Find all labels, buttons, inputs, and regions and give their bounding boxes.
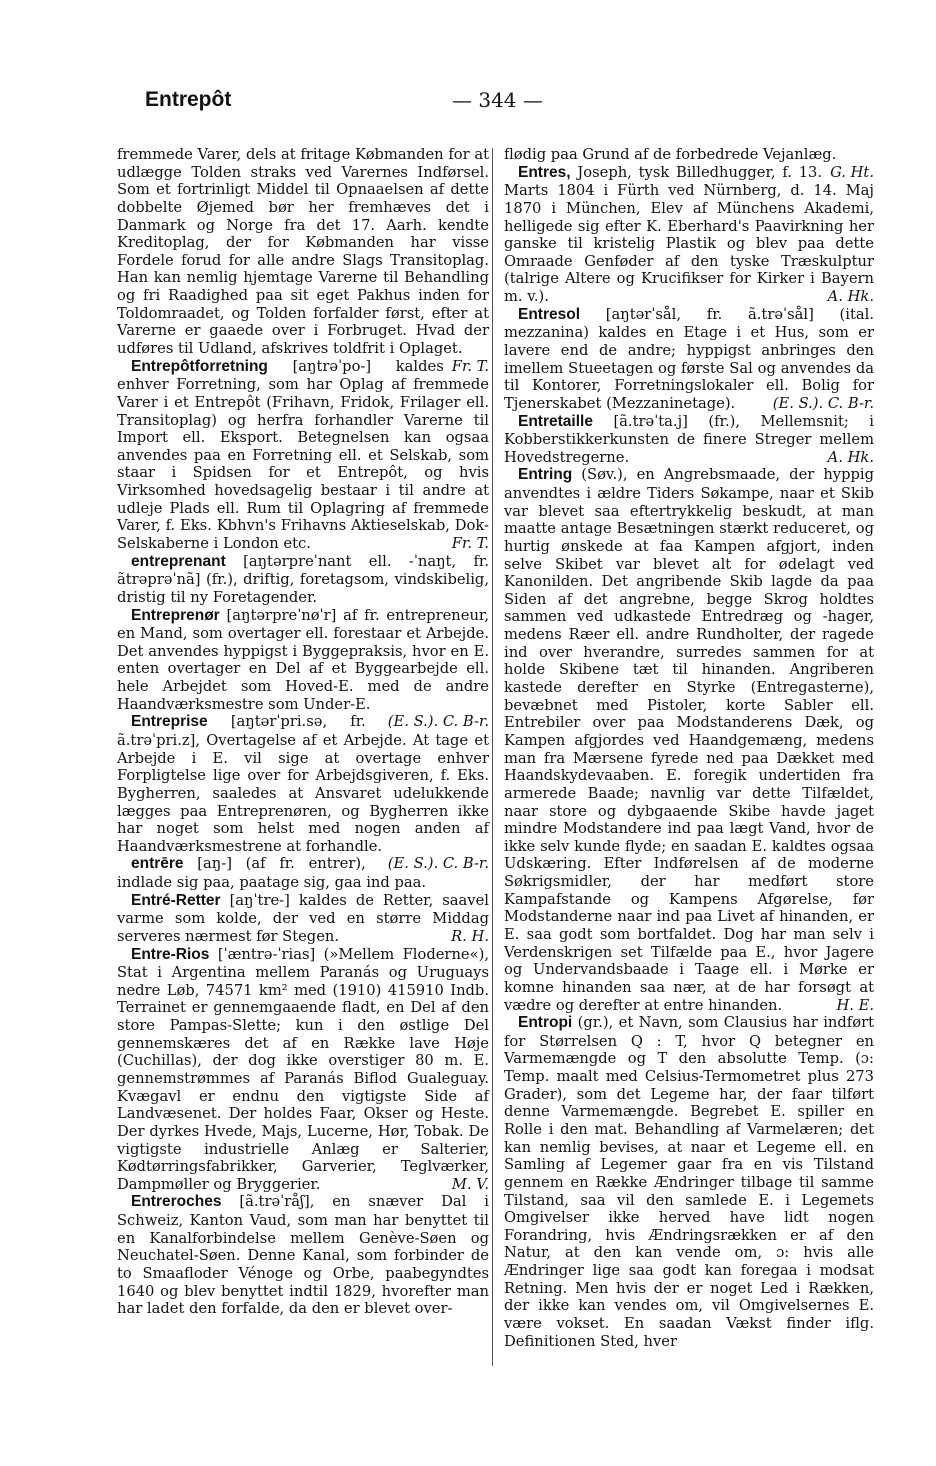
entry-entreprenant xyxy=(117,553,489,607)
headword: Entresol xyxy=(518,305,581,323)
entry-text: [aŋtərˈsål, fr. ã.trəˈsål] (ital. mezzanina) kaldes en Etage i et Hus, som er lavere end de andre; hyppigst anbringes den imellem Stueetagen og første Sal og anvendes da til Kontorer, Forretningslokaler ell. Bolig for Tjenerskabet (Mezzaninetage). xyxy=(504,305,874,412)
author-signature: A. Hk. xyxy=(827,448,874,466)
headword: entreprenant xyxy=(131,552,226,570)
entry-text: [ã.trəˈråʃ], en snæver Dal i Schweiz, Kanton Vaud, som man har benyttet til en Kanalforbindelse mellem Genève-Søen og Neuchatel-Søen. Denne Kanal, som forbinder de to Smaafloder Vénoge og Orbe, paabegyndtes 1640 og blev benyttet indtil 1829, hvorefter man har ladet den forfalde, da den er blevet over- xyxy=(117,1193,489,1318)
entry-text: [aŋtrəˈpo-] kaldes enhver Forretning, som har Oplag af fremmede Varer i et Entrepôt (Frihavn, Fridok, Frilager ell. Transitoplag) og herfra forhandler Varerne til Import ell. Eksport. Betegnelsen kan ogsaa anvendes paa en Forretning ell. et Selskab, som staar i Spidsen for et Entrepôt, og hvis Virksomhed hovedsagelig bestaar i til andre at udleje Plads ell. Rum til Oplagring af fremmede Varer, f. Eks. Kbhvn's Frihavns Aktieselskab, Dok-Selskaberne i London etc. xyxy=(117,357,489,553)
entry-text: Joseph, tysk Billedhugger, f. 13. Marts 1804 i Fürth ved Nürnberg, d. 14. Maj 1870 i München, Elev af Münchens Akademi, helligede sig efter K. Eberhard's Paavirkning her ganske til kristelig Plastik og blev paa dette Omraade Genføder af den tyske Træskulptur (talrige Altere og Krucifikser for Kirker i Bayern m. v.). xyxy=(504,163,874,306)
page-number: — 344 — xyxy=(452,88,543,112)
headword: Entreroches xyxy=(131,1193,222,1211)
headword: Entropi xyxy=(518,1014,573,1032)
author-signature: (E. S.). C. B-r. xyxy=(772,394,874,412)
entry-entrepotforretning xyxy=(117,358,489,553)
entry-text: (gr.), et Navn, som Clausius har indført for Størrelsen Q : T, hvor Q betegner en Varmemængde og T den absolutte Temp. (ɔ: Temp. maalt med Celsius-Termometret plus 273 Grader), som det Legeme har, der faar tilført denne Varmemængde. Begrebet E. spiller en Rolle i den mat. Behandling af Varmelæren; det kan nemlig bevises, at naar et Legeme ell. en Samling af Legemer gaar fra en vis Tilstand gennem en Række Ændringer tilbage til samme Tilstand, saa vil den samlede E. i Legemets Omgivelser ikke herved have lidt nogen Forandring, hvis Ændringsrækken er af den Natur, at den kan vende om, ɔ: hvis alle Ændringer lige saa godt kan foregaa i modsat Retning. Men hvis der er noget Led i Rækken, der ikke kan vendes om, vil Omgivelsernes E. være vokset. En saadan Vækst finder iflg. Definitionen Sted, hver xyxy=(504,1014,874,1350)
author-signature: G. Ht. xyxy=(830,163,874,181)
entry-text: fremmede Varer, dels at fritage Købmanden for at udlægge Tolden straks ved Varernes Indførsel. Som et fortrinligt Middel til Opnaaelsen af dette dobbelte Øjemed bør her fremhæves det i Danmark og Norge fra det 17. Aarh. kendte Kreditoplag, der for Købmanden har visse Fordele forud for alle andre Slags Transitoplag. Han kan nemlig hjemtage Varerne til Behandling og fri Raadighed paa sit eget Pakhus inden for Toldomraadet, og Tolden forfalder først, efter at Varerne er gaaede over i Forbruget. Hvad der udføres til Udland, afskrives toldfrit i Oplaget. xyxy=(117,146,489,358)
headword: Entreprenør xyxy=(131,606,220,624)
entry-entring xyxy=(504,466,874,1014)
entry-text: [aŋˈtre-] kaldes de Retter, saavel varme som kolde, der ved en større Middag serveres nærmest før Stegen. xyxy=(117,891,489,945)
author-signature: M. V. xyxy=(451,1175,489,1193)
running-head-word: Entrepôt xyxy=(145,88,232,111)
author-signature: (E. S.). C. B-r. xyxy=(387,713,489,731)
entry-text: [ã.trəˈta.j] (fr.), Mellemsnit; i Kobberstikkerkunsten de finere Streger mellem Hovedstregerne. xyxy=(504,412,874,466)
headword: Entring xyxy=(518,466,573,484)
entry-text: [ˈæntrə-ˈrias] (»Mellem Floderne«), Stat i Argentina mellem Paranás og Uruguays nedre Løb, 74571 km² med (1910) 415910 Indb. Terrainet er gennemgaaende fladt, en Del af den store Pampas-Slette; kun i den østlige Del gennemskæres det af en Række lave Høje (Cuchillas), der dog ikke overstiger 80 m. E. gennemstrømmes af Paranás Biflod Gualeguay. Kvægavl er endnu den vigtigste Side af Landvæsenet. Der holdes Faar, Okser og Heste. Der dyrkes Hvede, Majs, Lucerne, Hør, Tobak. De vigtigste industrielle Anlæg er Salterier, Kødtørringsfabrikker, Garverier, Teglværker, Dampmøller og Bryggerier. xyxy=(117,945,489,1193)
entry-entropi xyxy=(504,1014,874,1350)
entry-text: (Søv.), en Angrebsmaade, der hyppig anvendtes i ældre Tiders Søkampe, naar et Skib var blevet saa eftertrykkelig beskudt, at man maatte antage Besætningen stærkt reduceret, og hurtig ønskede at faa Kampen afgjort, inden selve Skibet var blevet alt for ødelagt ved Kanonilden. Det angribende Skib lagde da paa Siden af det angrebne, begge Skrog holdtes sammen ved udkastede Entredræg og -hager, medens Ræer ell. andre Rundholter, der ragede ind over hverandre, surredes sammen for at holde Skibene tæt til hinanden. Angriberen kastede derefter en Styrke (Entregasterne), bevæbnet med Pistoler, korte Sabler ell. Entrebiler over paa Modstanderens Dæk, og Kampen afgjordes ved Haandgemæng, medens man fra Mærsene fyrede ned paa Dækket med Haandskydevaaben. E. foregik undertiden fra armerede Baade; navnlig var dette Tilfældet, naar store og dybgaaende Skibe havde jaget mindre Modstandere ind paa lægt Vand, hvor de ikke selv kunde flyde; en saadan E. kaldtes ogsaa Udskæring. Efter Indførelsen af de moderne Søkrigsmidler, der har medført store Kampafstande og Kampens Afgørelse, før Modstanderne naar ind paa Livet af hinanden, er E. saa godt som bortfaldet. Dog har man selv i Verdenskrigen set Tilfælde paa E., hvor Jagere og Undervandsbaade i Taage ell. i Mørke er komne hinanden saa nær, at de har forsøgt at vædre og derefter at entre hinanden. xyxy=(504,466,874,1014)
headword: Entretaille xyxy=(518,412,593,430)
author-signature: (E. S.). C. B-r. xyxy=(387,855,489,873)
entry-entres xyxy=(504,164,874,306)
column-divider xyxy=(492,148,493,1366)
entry-text: [aŋtərpreˈnant ell. -ˈnaŋt, fr. ãtrəprəˈnã] (fr.), driftig, foretagsom, vindskibelig, dristig til ny Foretagender. xyxy=(117,552,489,606)
author-signature: Fr. T. xyxy=(451,535,489,553)
entry-entretaille xyxy=(504,413,874,467)
running-header xyxy=(0,88,936,122)
headword: entrēre xyxy=(131,855,184,873)
headword: Entreprise xyxy=(131,713,208,731)
entry-entreroches xyxy=(117,1193,489,1317)
entry-text: [aŋtərpreˈnøˈr] af fr. entrepreneur, en Mand, som overtager ell. forestaar et Arbejde. Det anvendes hyppigst i Byggepraksis, hvor en E. enten overtager en Del af et Byggearbejde ell. hele Arbejdet som Hoved-E. med de andre Haandværksmestre som Under-E. xyxy=(117,606,489,713)
entry-entre-retter xyxy=(117,892,489,946)
entry-entre-rios xyxy=(117,946,489,1194)
entry-text: flødig paa Grund af de forbedrede Vejanlæg. xyxy=(504,146,837,163)
headword: Entrepôtforretning xyxy=(131,357,268,375)
author-signature: H. E. xyxy=(836,996,874,1014)
left-column xyxy=(117,146,489,1318)
author-signature: A. Hk. xyxy=(827,288,874,306)
author-signature: Fr. T. xyxy=(451,357,489,375)
right-column xyxy=(504,146,874,1350)
entry-text: [aŋ-] (af fr. entrer), indlade sig paa, paatage sig, gaa ind paa. xyxy=(117,855,427,892)
entry-entresol xyxy=(504,306,874,413)
headword: Entre-Rios xyxy=(131,945,210,963)
author-signature: R. H. xyxy=(451,927,489,945)
headword: Entré-Retter xyxy=(131,891,221,909)
headword: Entres, xyxy=(518,163,571,181)
entry-text: [aŋtərˈpri.sə, fr. ã.trəˈpri.z], Overtagelse af et Arbejde. At tage et Arbejde i E. vil sige at overtage enhver Forpligtelse lige over for Arbejdsgiveren, f. Eks. Bygherren, saaledes at Ansvaret udelukkende lægges paa Entreprenøren, og Bygherren ikke har noget som helst med nogen anden af Haandværksmestrene at forhandle. xyxy=(117,713,489,855)
